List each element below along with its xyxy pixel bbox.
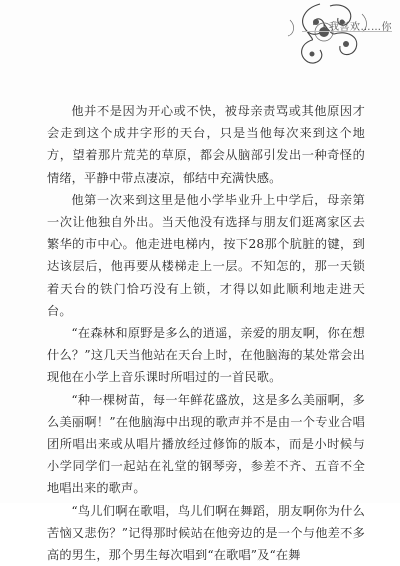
paragraph: “在森林和原野是多么的逍遥，亲爱的朋友啊，你在想什么？”这几天当他站在天台上时，在他脑海的某处常会出现他在小学上音乐课时所唱过的一首民歌。 <box>47 326 365 385</box>
paragraph: 他并不是因为开心或不快，被母亲责骂或其他原因才会走到这个成井字形的天台，只是当他每次来到这个地方，望着那片荒芜的草原，都会从脑部引发出一种奇怪的情绪，平静中带点凄凉，郁结中充满快感。 <box>47 104 365 185</box>
floral-ornament-icon <box>250 0 400 70</box>
paragraph: “种一棵树苗，每一年鲜花盛放，这是多么美丽啊，多么美丽啊！”在他脑海中出现的歌声并不是由一个专业合唱团所唱出来或从唱片播放经过修饰的版本，而是小时候与小学同学们一起站在礼堂的钢琴旁，参差不齐、五音不全地唱出来的歌声。 <box>47 392 365 496</box>
running-title: 我喜欢……你 <box>329 22 392 33</box>
paragraph: 他第一次来到这里是他小学毕业升上中学后，母亲第一次让他独自外出。当天他没有选择与朋友们逛离家区去繁华的市中心。他走进电梯内，按下28那个肮脏的键，到达该层后，他再要从楼梯走上一层。不知怎的，那一天锁着天台的铁门恰巧没有上锁，才得以如此顺利地走进天台。 <box>47 192 365 318</box>
paragraph: “鸟儿们啊在歌唱，鸟儿们啊在舞蹈，朋友啊你为什么苦恼又悲伤？”记得那时候站在他旁边的是一个与他差不多高的男生，那个男生每次唱到“在歌唱”及“在舞 <box>47 503 365 563</box>
page-header <box>250 0 400 70</box>
page-body <box>47 100 365 566</box>
